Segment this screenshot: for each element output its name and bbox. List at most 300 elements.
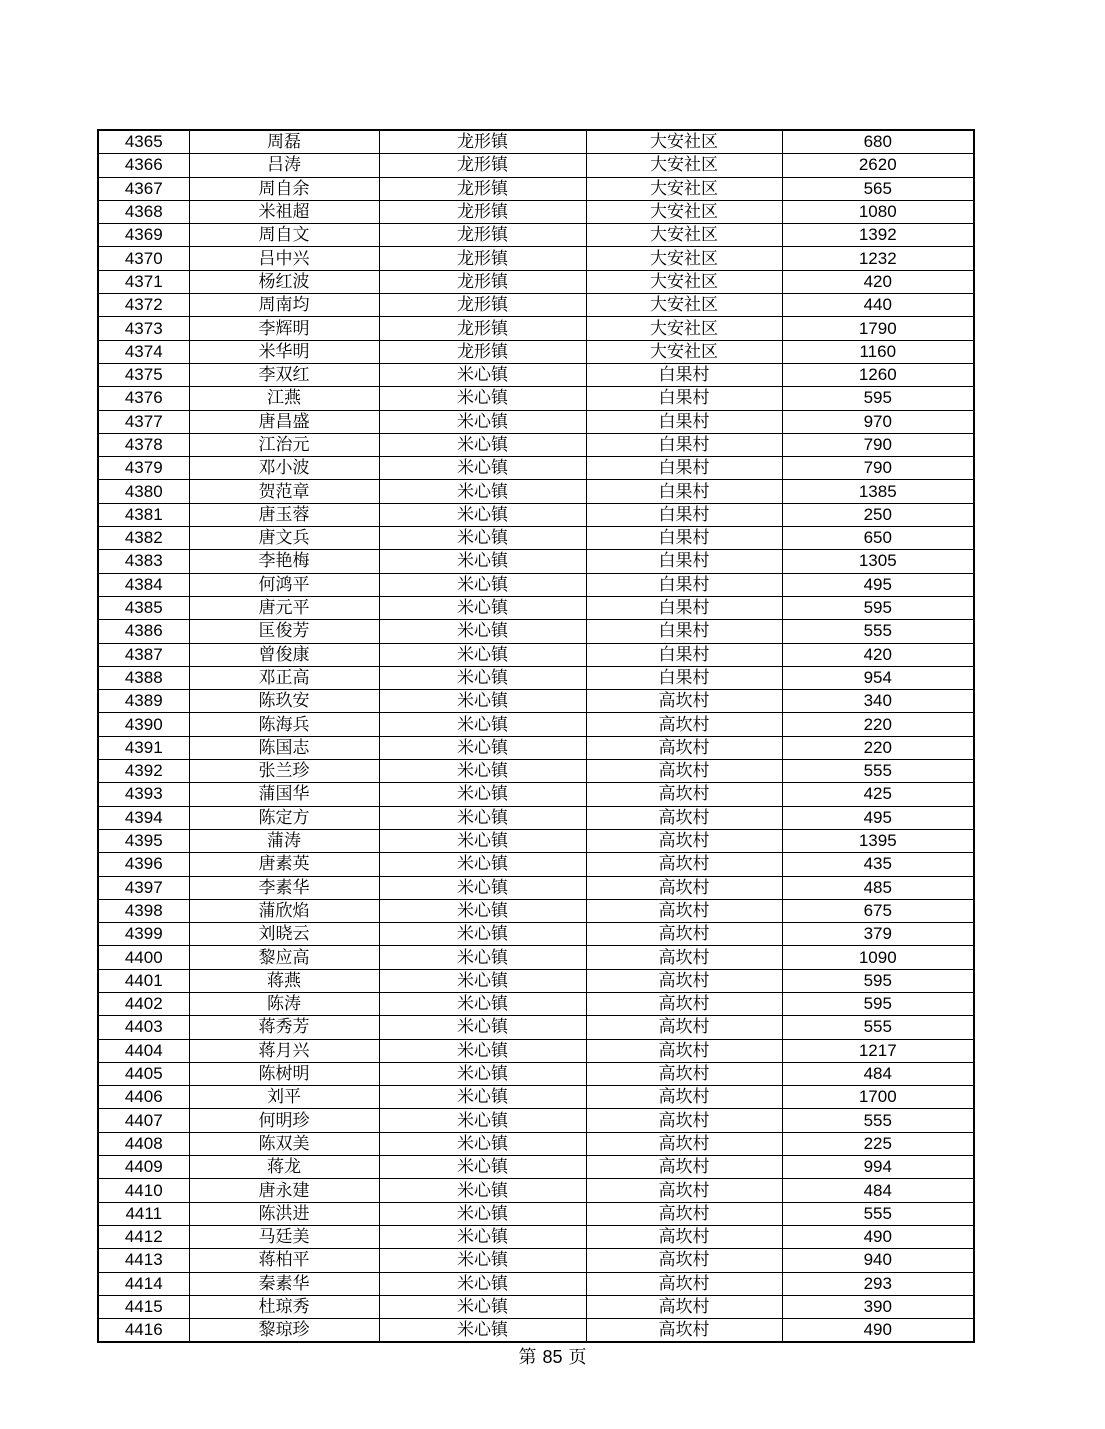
cell-town: 龙形镇 — [379, 154, 586, 177]
cell-name: 蒋秀芳 — [189, 1016, 379, 1039]
cell-amount: 440 — [782, 294, 974, 317]
cell-amount: 595 — [782, 596, 974, 619]
cell-town: 米心镇 — [379, 1062, 586, 1085]
cell-town: 米心镇 — [379, 1039, 586, 1062]
cell-amount: 565 — [782, 177, 974, 200]
cell-town: 米心镇 — [379, 876, 586, 899]
cell-amount: 1385 — [782, 480, 974, 503]
cell-amount: 1160 — [782, 340, 974, 363]
cell-town: 米心镇 — [379, 760, 586, 783]
cell-town: 龙形镇 — [379, 200, 586, 223]
cell-amount: 954 — [782, 666, 974, 689]
cell-serial-number: 4378 — [98, 433, 189, 456]
cell-amount: 555 — [782, 620, 974, 643]
cell-village: 高坎村 — [586, 1062, 782, 1085]
cell-name: 周南均 — [189, 294, 379, 317]
cell-village: 白果村 — [586, 433, 782, 456]
cell-town: 米心镇 — [379, 783, 586, 806]
cell-village: 大安社区 — [586, 317, 782, 340]
cell-serial-number: 4377 — [98, 410, 189, 433]
table-row — [98, 1202, 974, 1225]
cell-amount: 970 — [782, 410, 974, 433]
table-row — [98, 154, 974, 177]
cell-name: 何明珍 — [189, 1109, 379, 1132]
cell-serial-number: 4414 — [98, 1272, 189, 1295]
cell-town: 米心镇 — [379, 410, 586, 433]
cell-serial-number: 4371 — [98, 270, 189, 293]
cell-amount: 595 — [782, 992, 974, 1015]
cell-village: 高坎村 — [586, 992, 782, 1015]
cell-village: 大安社区 — [586, 224, 782, 247]
page-label-prefix: 第 — [518, 1347, 537, 1368]
cell-name: 李素华 — [189, 876, 379, 899]
cell-name: 唐玉蓉 — [189, 503, 379, 526]
cell-name: 李艳梅 — [189, 550, 379, 573]
table-row — [98, 317, 974, 340]
cell-village: 高坎村 — [586, 1272, 782, 1295]
cell-serial-number: 4367 — [98, 177, 189, 200]
cell-serial-number: 4398 — [98, 899, 189, 922]
cell-name: 周自余 — [189, 177, 379, 200]
table-row — [98, 1156, 974, 1179]
table-row — [98, 410, 974, 433]
cell-town: 米心镇 — [379, 643, 586, 666]
cell-serial-number: 4410 — [98, 1179, 189, 1202]
table-row — [98, 969, 974, 992]
cell-village: 高坎村 — [586, 1109, 782, 1132]
cell-name: 陈树明 — [189, 1062, 379, 1085]
cell-town: 米心镇 — [379, 946, 586, 969]
cell-town: 米心镇 — [379, 1109, 586, 1132]
cell-name: 吕涛 — [189, 154, 379, 177]
cell-serial-number: 4390 — [98, 713, 189, 736]
cell-amount: 790 — [782, 433, 974, 456]
cell-serial-number: 4366 — [98, 154, 189, 177]
cell-serial-number: 4368 — [98, 200, 189, 223]
cell-name: 江燕 — [189, 387, 379, 410]
cell-serial-number: 4385 — [98, 596, 189, 619]
cell-amount: 495 — [782, 806, 974, 829]
cell-name: 唐素英 — [189, 853, 379, 876]
cell-amount: 675 — [782, 899, 974, 922]
cell-village: 高坎村 — [586, 1249, 782, 1272]
cell-amount: 1232 — [782, 247, 974, 270]
cell-name: 黎琼珍 — [189, 1319, 379, 1343]
cell-name: 周自文 — [189, 224, 379, 247]
cell-serial-number: 4402 — [98, 992, 189, 1015]
cell-amount: 435 — [782, 853, 974, 876]
cell-name: 秦素华 — [189, 1272, 379, 1295]
cell-name: 蒋柏平 — [189, 1249, 379, 1272]
cell-town: 龙形镇 — [379, 270, 586, 293]
cell-name: 唐昌盛 — [189, 410, 379, 433]
cell-town: 米心镇 — [379, 550, 586, 573]
cell-town: 米心镇 — [379, 829, 586, 852]
cell-village: 大安社区 — [586, 340, 782, 363]
cell-serial-number: 4403 — [98, 1016, 189, 1039]
cell-name: 刘晓云 — [189, 923, 379, 946]
cell-serial-number: 4413 — [98, 1249, 189, 1272]
cell-amount: 2620 — [782, 154, 974, 177]
cell-serial-number: 4401 — [98, 969, 189, 992]
cell-name: 蒋月兴 — [189, 1039, 379, 1062]
table-row — [98, 1179, 974, 1202]
cell-serial-number: 4395 — [98, 829, 189, 852]
cell-town: 米心镇 — [379, 1132, 586, 1155]
cell-town: 米心镇 — [379, 690, 586, 713]
cell-name: 蒋龙 — [189, 1156, 379, 1179]
cell-serial-number: 4393 — [98, 783, 189, 806]
cell-village: 大安社区 — [586, 247, 782, 270]
cell-village: 白果村 — [586, 527, 782, 550]
cell-name: 贺范章 — [189, 480, 379, 503]
table-row — [98, 992, 974, 1015]
cell-name: 蒲国华 — [189, 783, 379, 806]
cell-amount: 940 — [782, 1249, 974, 1272]
table-row — [98, 690, 974, 713]
cell-town: 米心镇 — [379, 666, 586, 689]
cell-town: 米心镇 — [379, 620, 586, 643]
cell-village: 高坎村 — [586, 853, 782, 876]
table-row — [98, 806, 974, 829]
cell-village: 高坎村 — [586, 736, 782, 759]
cell-name: 陈双美 — [189, 1132, 379, 1155]
cell-amount: 1392 — [782, 224, 974, 247]
cell-serial-number: 4376 — [98, 387, 189, 410]
table-row — [98, 550, 974, 573]
cell-amount: 420 — [782, 270, 974, 293]
cell-town: 米心镇 — [379, 503, 586, 526]
cell-serial-number: 4375 — [98, 363, 189, 386]
cell-serial-number: 4374 — [98, 340, 189, 363]
cell-name: 陈海兵 — [189, 713, 379, 736]
table-row — [98, 363, 974, 386]
cell-amount: 555 — [782, 1109, 974, 1132]
cell-town: 米心镇 — [379, 992, 586, 1015]
cell-amount: 1305 — [782, 550, 974, 573]
cell-town: 米心镇 — [379, 596, 586, 619]
cell-amount: 1260 — [782, 363, 974, 386]
cell-serial-number: 4411 — [98, 1202, 189, 1225]
page-label-suffix: 页 — [568, 1347, 587, 1368]
cell-name: 刘平 — [189, 1086, 379, 1109]
table-row — [98, 1039, 974, 1062]
cell-town: 米心镇 — [379, 853, 586, 876]
table-row — [98, 457, 974, 480]
cell-serial-number: 4404 — [98, 1039, 189, 1062]
table-row — [98, 666, 974, 689]
cell-name: 周磊 — [189, 130, 379, 154]
cell-town: 米心镇 — [379, 923, 586, 946]
cell-serial-number: 4388 — [98, 666, 189, 689]
table-row — [98, 1016, 974, 1039]
cell-serial-number: 4407 — [98, 1109, 189, 1132]
cell-village: 大安社区 — [586, 154, 782, 177]
cell-town: 米心镇 — [379, 1319, 586, 1343]
cell-name: 唐永建 — [189, 1179, 379, 1202]
cell-serial-number: 4405 — [98, 1062, 189, 1085]
cell-town: 龙形镇 — [379, 317, 586, 340]
table-row — [98, 130, 974, 154]
cell-serial-number: 4380 — [98, 480, 189, 503]
cell-serial-number: 4415 — [98, 1295, 189, 1318]
cell-village: 白果村 — [586, 480, 782, 503]
table-row — [98, 1062, 974, 1085]
cell-village: 高坎村 — [586, 899, 782, 922]
cell-village: 高坎村 — [586, 760, 782, 783]
cell-village: 白果村 — [586, 410, 782, 433]
record-table — [97, 129, 975, 1343]
record-table-body — [98, 130, 974, 1342]
cell-amount: 595 — [782, 969, 974, 992]
table-row — [98, 200, 974, 223]
cell-amount: 490 — [782, 1225, 974, 1248]
cell-serial-number: 4389 — [98, 690, 189, 713]
table-row — [98, 620, 974, 643]
table-row — [98, 224, 974, 247]
cell-name: 唐文兵 — [189, 527, 379, 550]
cell-town: 米心镇 — [379, 433, 586, 456]
cell-village: 白果村 — [586, 387, 782, 410]
table-row — [98, 294, 974, 317]
cell-village: 白果村 — [586, 550, 782, 573]
cell-village: 白果村 — [586, 596, 782, 619]
cell-name: 吕中兴 — [189, 247, 379, 270]
table-row — [98, 760, 974, 783]
cell-town: 米心镇 — [379, 806, 586, 829]
cell-village: 高坎村 — [586, 876, 782, 899]
cell-serial-number: 4397 — [98, 876, 189, 899]
table-row — [98, 480, 974, 503]
cell-name: 马廷美 — [189, 1225, 379, 1248]
cell-serial-number: 4384 — [98, 573, 189, 596]
cell-village: 高坎村 — [586, 1086, 782, 1109]
cell-amount: 555 — [782, 760, 974, 783]
cell-village: 白果村 — [586, 457, 782, 480]
cell-village: 大安社区 — [586, 270, 782, 293]
cell-town: 米心镇 — [379, 1016, 586, 1039]
cell-serial-number: 4399 — [98, 923, 189, 946]
cell-town: 米心镇 — [379, 457, 586, 480]
cell-village: 高坎村 — [586, 783, 782, 806]
table-row — [98, 340, 974, 363]
cell-name: 黎应高 — [189, 946, 379, 969]
cell-town: 米心镇 — [379, 969, 586, 992]
cell-town: 龙形镇 — [379, 177, 586, 200]
cell-village: 白果村 — [586, 503, 782, 526]
cell-village: 白果村 — [586, 643, 782, 666]
cell-serial-number: 4369 — [98, 224, 189, 247]
cell-name: 江治元 — [189, 433, 379, 456]
cell-village: 白果村 — [586, 666, 782, 689]
table-row — [98, 247, 974, 270]
cell-serial-number: 4383 — [98, 550, 189, 573]
cell-serial-number: 4392 — [98, 760, 189, 783]
cell-village: 高坎村 — [586, 969, 782, 992]
cell-town: 米心镇 — [379, 527, 586, 550]
cell-village: 白果村 — [586, 363, 782, 386]
cell-amount: 390 — [782, 1295, 974, 1318]
cell-name: 李双红 — [189, 363, 379, 386]
cell-name: 米祖超 — [189, 200, 379, 223]
page-footer — [0, 1343, 1105, 1369]
cell-name: 邓正高 — [189, 666, 379, 689]
cell-serial-number: 4379 — [98, 457, 189, 480]
table-row — [98, 573, 974, 596]
cell-amount: 1080 — [782, 200, 974, 223]
cell-amount: 225 — [782, 1132, 974, 1155]
cell-name: 杜琼秀 — [189, 1295, 379, 1318]
cell-name: 邓小波 — [189, 457, 379, 480]
cell-amount: 595 — [782, 387, 974, 410]
cell-serial-number: 4370 — [98, 247, 189, 270]
cell-amount: 1700 — [782, 1086, 974, 1109]
cell-town: 米心镇 — [379, 363, 586, 386]
table-row — [98, 1272, 974, 1295]
table-row — [98, 596, 974, 619]
cell-serial-number: 4386 — [98, 620, 189, 643]
table-row — [98, 899, 974, 922]
cell-village: 高坎村 — [586, 1179, 782, 1202]
cell-name: 匡俊芳 — [189, 620, 379, 643]
cell-town: 龙形镇 — [379, 294, 586, 317]
cell-town: 米心镇 — [379, 736, 586, 759]
cell-town: 龙形镇 — [379, 224, 586, 247]
cell-name: 陈玖安 — [189, 690, 379, 713]
cell-town: 龙形镇 — [379, 130, 586, 154]
cell-serial-number: 4382 — [98, 527, 189, 550]
cell-village: 高坎村 — [586, 923, 782, 946]
table-row — [98, 503, 974, 526]
table-row — [98, 783, 974, 806]
cell-name: 唐元平 — [189, 596, 379, 619]
cell-name: 蒋燕 — [189, 969, 379, 992]
cell-village: 大安社区 — [586, 294, 782, 317]
table-row — [98, 946, 974, 969]
page-number: 85 — [542, 1347, 563, 1367]
cell-amount: 1217 — [782, 1039, 974, 1062]
cell-amount: 425 — [782, 783, 974, 806]
table-row — [98, 853, 974, 876]
cell-amount: 484 — [782, 1062, 974, 1085]
cell-serial-number: 4391 — [98, 736, 189, 759]
cell-village: 高坎村 — [586, 946, 782, 969]
cell-serial-number: 4406 — [98, 1086, 189, 1109]
cell-amount: 555 — [782, 1202, 974, 1225]
cell-town: 米心镇 — [379, 1086, 586, 1109]
cell-town: 米心镇 — [379, 713, 586, 736]
table-row — [98, 876, 974, 899]
cell-town: 米心镇 — [379, 1179, 586, 1202]
cell-village: 高坎村 — [586, 1156, 782, 1179]
cell-name: 曾俊康 — [189, 643, 379, 666]
cell-town: 龙形镇 — [379, 340, 586, 363]
cell-town: 米心镇 — [379, 899, 586, 922]
cell-village: 高坎村 — [586, 1039, 782, 1062]
cell-village: 高坎村 — [586, 1202, 782, 1225]
cell-amount: 490 — [782, 1319, 974, 1343]
cell-name: 陈国志 — [189, 736, 379, 759]
table-row — [98, 713, 974, 736]
cell-town: 米心镇 — [379, 1156, 586, 1179]
cell-serial-number: 4408 — [98, 1132, 189, 1155]
cell-serial-number: 4387 — [98, 643, 189, 666]
cell-amount: 1090 — [782, 946, 974, 969]
cell-name: 陈定方 — [189, 806, 379, 829]
cell-amount: 250 — [782, 503, 974, 526]
cell-amount: 220 — [782, 713, 974, 736]
cell-village: 高坎村 — [586, 1016, 782, 1039]
cell-village: 高坎村 — [586, 713, 782, 736]
table-row — [98, 177, 974, 200]
cell-serial-number: 4394 — [98, 806, 189, 829]
cell-village: 大安社区 — [586, 200, 782, 223]
cell-village: 高坎村 — [586, 806, 782, 829]
cell-village: 大安社区 — [586, 177, 782, 200]
cell-town: 龙形镇 — [379, 247, 586, 270]
cell-serial-number: 4396 — [98, 853, 189, 876]
cell-village: 高坎村 — [586, 1319, 782, 1343]
cell-village: 白果村 — [586, 573, 782, 596]
cell-name: 何鸿平 — [189, 573, 379, 596]
cell-serial-number: 4373 — [98, 317, 189, 340]
table-row — [98, 387, 974, 410]
cell-amount: 994 — [782, 1156, 974, 1179]
table-row — [98, 270, 974, 293]
cell-serial-number: 4372 — [98, 294, 189, 317]
cell-village: 高坎村 — [586, 690, 782, 713]
cell-name: 陈洪进 — [189, 1202, 379, 1225]
table-row — [98, 1295, 974, 1318]
cell-name: 米华明 — [189, 340, 379, 363]
cell-serial-number: 4365 — [98, 130, 189, 154]
cell-town: 米心镇 — [379, 387, 586, 410]
table-row — [98, 433, 974, 456]
cell-name: 张兰珍 — [189, 760, 379, 783]
table-row — [98, 1109, 974, 1132]
cell-amount: 220 — [782, 736, 974, 759]
cell-amount: 1790 — [782, 317, 974, 340]
cell-amount: 650 — [782, 527, 974, 550]
table-row — [98, 923, 974, 946]
cell-name: 陈涛 — [189, 992, 379, 1015]
cell-amount: 420 — [782, 643, 974, 666]
cell-amount: 495 — [782, 573, 974, 596]
cell-serial-number: 4400 — [98, 946, 189, 969]
cell-town: 米心镇 — [379, 1295, 586, 1318]
table-row — [98, 527, 974, 550]
cell-amount: 379 — [782, 923, 974, 946]
cell-town: 米心镇 — [379, 573, 586, 596]
table-row — [98, 829, 974, 852]
cell-amount: 790 — [782, 457, 974, 480]
table-row — [98, 1132, 974, 1155]
cell-amount: 555 — [782, 1016, 974, 1039]
table-row — [98, 643, 974, 666]
cell-serial-number: 4416 — [98, 1319, 189, 1343]
cell-village: 高坎村 — [586, 829, 782, 852]
table-row — [98, 1249, 974, 1272]
table-row — [98, 1225, 974, 1248]
cell-serial-number: 4412 — [98, 1225, 189, 1248]
cell-town: 米心镇 — [379, 1272, 586, 1295]
cell-name: 蒲欣焰 — [189, 899, 379, 922]
cell-amount: 484 — [782, 1179, 974, 1202]
cell-name: 蒲涛 — [189, 829, 379, 852]
cell-town: 米心镇 — [379, 1249, 586, 1272]
cell-village: 大安社区 — [586, 130, 782, 154]
cell-name: 杨红波 — [189, 270, 379, 293]
